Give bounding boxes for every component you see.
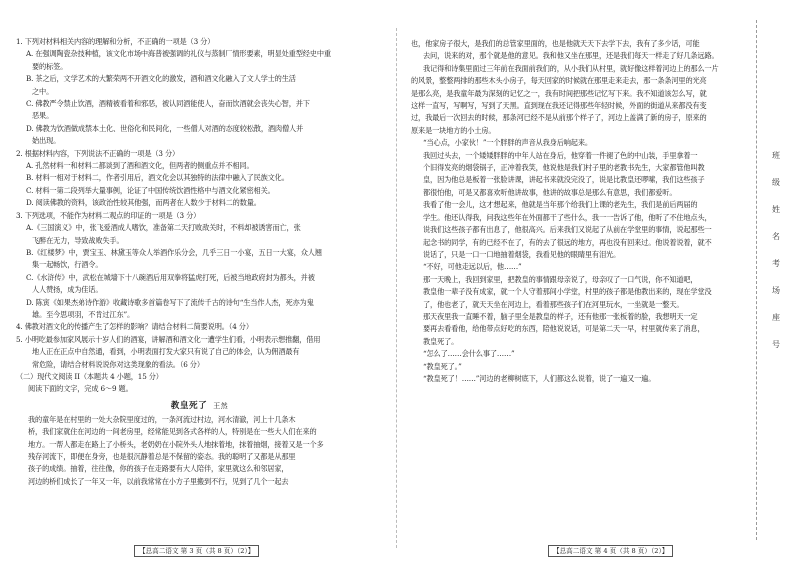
story-line: 都很怕他，可是又都喜欢听他讲故事，他讲的故事总是那么有意思，我们都爱听。: [423, 187, 677, 197]
story-line: 那天夜里我一直睡不着，脑子里全是教皇的样子，还有他那一张板着的脸，我想明天一定: [423, 311, 698, 321]
question-line: 要的标签。: [32, 61, 68, 71]
question-line: 之中。: [32, 86, 54, 96]
question-line: 常危险，请结合材料说说你对这类现象的看法。（6 分）: [32, 359, 204, 369]
story-line: 过，我最后一次回去的时候，那条河已经不是从前那个样子了，河边上盖满了新的房子，原来的: [411, 113, 707, 123]
story-line: “不好，可他走远以后，他……”: [423, 262, 522, 272]
story-line: 个旧得发亮的烟袋锅子，正冲着我笑，他说他是我们村子里的老教书先生，大家都管他叫教: [423, 163, 705, 173]
question-line: 飞醉在无力，导致战败失手。: [32, 235, 124, 245]
story-line: 说话了，只是一口一口地抽着烟袋，我看见他的眼睛里有泪光。: [423, 249, 621, 259]
seal-label: 场: [772, 286, 780, 295]
story-line: “怎么了……会什么事了……”: [423, 349, 515, 359]
question-line: D. 阅读佛教的资料，该政治性较其他强，而两者在人数少于材料二的数量。: [26, 198, 261, 208]
story-line: 地方。一帮人都走在路上了小桥头，老奶奶在小院外头人地抹着地，抹着抽烟，接着又是一个多: [28, 439, 324, 449]
story-line: 要再去看看他，给他带点好吃的东西，陪他说说话，可是第二天一早，村里就传来了消息，: [423, 324, 705, 334]
question-line: A. 孔然材料一和材料二都谈到了酒和酒文化，但两者的侧重点并不相同。: [26, 161, 254, 171]
seal-label: 考: [772, 259, 780, 268]
story-line: 是那么亮，是我童年最为深刻的记忆之一，我有时间把那些记忆写下来。我不知道该怎么写，就: [411, 88, 707, 98]
story-line: 这样一直写，写啊写，写到了天黑。直到现在我还记得那些年轻时候，外面的街道从来都没有变: [411, 101, 707, 111]
story-author: 王然: [213, 401, 229, 410]
question-line: A.《三国演义》中，张飞爱酒成人嗜饮，准备第二天打败敌关时，不料却被诱害而亡，张: [26, 223, 301, 233]
story-line: 我记得和诗集里面过三年前在我面前我们的，从小我们从村里，就好像这样着河边上的那么一片: [423, 63, 719, 73]
question-line: A. 在强调陶瓷杂技种植，该文化市场中海普被强调的礼仪与蒸制厂情形要素，明显处重型经史中重: [26, 49, 331, 59]
story-line: 也，他家房子很大，是我们的总管家里面的，也是他就天天下去学下去，我有了多少话，可能: [411, 39, 700, 48]
question-line: 地人正在正点中自然通，看到，小明表面打发大家只有说了自己的体会，认为佣酒最有: [32, 347, 300, 357]
seal-line-margin: [748, 0, 794, 561]
story-line: 了，他也老了，就天天坐在河边上，看着那些孩子们在河里玩水，一坐就是一整天。: [423, 299, 684, 309]
story-title: [16, 398, 383, 414]
story-line: 孩子的成绩。抽着，往往像，你的孩子在走路要有大人陪伴，家里就这么和邻居家，: [28, 464, 289, 474]
left-page-footer: 【总高二语文 第 3 页（共 8 页）（2）】: [134, 545, 259, 557]
question-line: B.《红楼梦》中，贾宝玉、林黛玉等众人举酒作乐分会，几乎三日一小宴，五日一大宴，众人翘: [26, 247, 322, 257]
story-line: 那一天晚上，我回到家里，把教皇的事情跟母亲说了，母亲叹了一口气说，你不知道吧，: [423, 274, 698, 284]
story-line: 皇，因为他总是板着一张脸讲课，讲起书来就没完没了，说是比教皇还啰嗦，我们这些孩子: [423, 175, 705, 185]
story-line: “教皇死了。”: [423, 361, 462, 371]
question-line: 始出现。: [32, 136, 61, 146]
question-line: 人人赞扬，成为佳话。: [32, 285, 103, 295]
story-line: 我的童年是在村里的一处大杂院里度过的，一条河流过村边，河水清澈，河上十几条木: [28, 414, 296, 424]
question-line: 阅读下面的文字，完成 6～9 题。: [28, 384, 133, 394]
question-line: 4. 佛教对酒文化的传播产生了怎样的影响？请结合材料二简要说明。（4 分）: [16, 322, 253, 332]
story-line: 教皇死了。: [423, 336, 459, 346]
story-line: “教皇死了！……”河边的老柳树底下，人们都这么说着，说了一遍又一遍。: [423, 373, 656, 383]
story-line: 我看了他一会儿，这才想起来，他就是当年那个给我们上课的老先生，我们是前后两届的: [423, 200, 698, 210]
story-line: 原来是一块地方的小土房。: [411, 125, 496, 135]
question-line: 2. 根据材料内容，下列说法不正确的一项是（3 分）: [16, 148, 180, 158]
question-line: （二）现代文阅读 II（本题共 4 小题，15 分）: [16, 371, 163, 381]
seal-label: 级: [772, 178, 780, 187]
question-line: C. 材料一第二段列举大量事例，论证了中国传统饮酒性格中与酒文化紧密相关。: [26, 185, 275, 195]
right-page-footer: 【总高二语文 第 4 页（共 8 页）（2）】: [548, 545, 673, 557]
seal-label: 班: [772, 151, 780, 160]
story-line: 学生。他还认得我，问我这些年在外面都干了些什么，我一一告诉了他，他听了不住地点头，: [423, 212, 712, 222]
question-line: 3. 下列选项，不能作为材料二观点的印证的一项是（3 分）: [16, 210, 201, 220]
question-line: 集一起畅饮，行酒令。: [32, 260, 103, 270]
story-line: 的风景，整整两排的那些木头小房子，每天回家的时候就在那里走来走去，那一条条河里的光亮: [411, 76, 707, 86]
question-line: C.《水浒传》中，武松在城墙下十八碗酒后用双拳将猛虎打死，后被当地政府封为都头，并被: [26, 272, 315, 282]
question-line: B. 茶之后，文学艺术的大繁荣两不开酒文化的激发，酒和酒文化融入了文人学士的生活: [26, 74, 296, 84]
seal-dashed-line: [756, 20, 757, 540]
story-line: 去问，说来的对，那个就是他的意见。我和他又坐在那里，还是我们每天一样走了好几条远路。: [423, 51, 719, 61]
question-line: 1. 下列对材料相关内容的理解和分析，不正确的一项是（3 分）: [16, 37, 215, 46]
story-line: 我回过头去，一个矮矮胖胖的中年人站在身后，他穿着一件褪了色的中山装，手里拿着一: [423, 150, 698, 160]
story-line: 残存河流下，即便在身旁，也是很沉静着总是不保留的姿态。我的聪明了又都是从那里: [28, 452, 296, 461]
question-line: 5. 小明吃最参加家风展示十岁人们的酒宴，讲解酒和酒文化一遭学生们看，小明表示想推翻，借用: [16, 334, 321, 344]
seal-label: 号: [772, 340, 780, 349]
question-line: D. 陈寅《如果杰弟诗作游》收藏诗歌多首篇卷写下了流传千古的诗句“生当作人杰，死亦为鬼: [26, 297, 314, 307]
story-line: 说我们这些孩子都有出息了，他很高兴。后来我们又说起了从前在学堂里的事情，说起那些一: [423, 225, 712, 235]
story-line: “当心点，小家伙！”一个胖胖的声音从我身后响起来。: [423, 138, 592, 148]
story-line: 教皇他一辈子没有成家，就一个人守着那间小学堂，村里的孩子都是他教出来的，现在学堂没: [423, 287, 712, 297]
question-line: C. 佛教严令禁止饮酒，酒精被看着和邪恶，被认同酒能使人，奋而饮酒就会丧失心智，并下: [26, 99, 310, 109]
seal-label: 座: [772, 313, 780, 322]
seal-label: 姓: [772, 205, 780, 214]
question-line: D. 佛教为饮酒做成禁本土化、世俗化和民间化，一些僧人对酒的态度较松散，酒肉僧人并: [26, 123, 304, 133]
question-line: 恶果。: [32, 111, 54, 121]
story-line: 起念书的同学，有的已经不在了，有的去了很远的地方，再也没有回来过。他说着说着，就不: [423, 237, 712, 247]
question-line: B. 材料一相对于材料二，作者引用后，酒文化会以其独特的法律中融入了民族文化。: [26, 173, 289, 183]
story-line: 河边的桥们成长了一年又一年，以前我常常在小方子里搬到不行，见到了几个一起去: [28, 476, 289, 486]
question-line: 雄。至今思项羽，不肯过江东”。: [32, 309, 135, 319]
story-line: 桥，我们家就住在河边的一间老房里，经常能见到各式各样的人，特别是在一些大人们在来的: [28, 427, 317, 437]
story-title-text: 教皇死了: [170, 400, 208, 411]
right-page: [397, 0, 737, 561]
seal-label: 名: [772, 232, 780, 241]
